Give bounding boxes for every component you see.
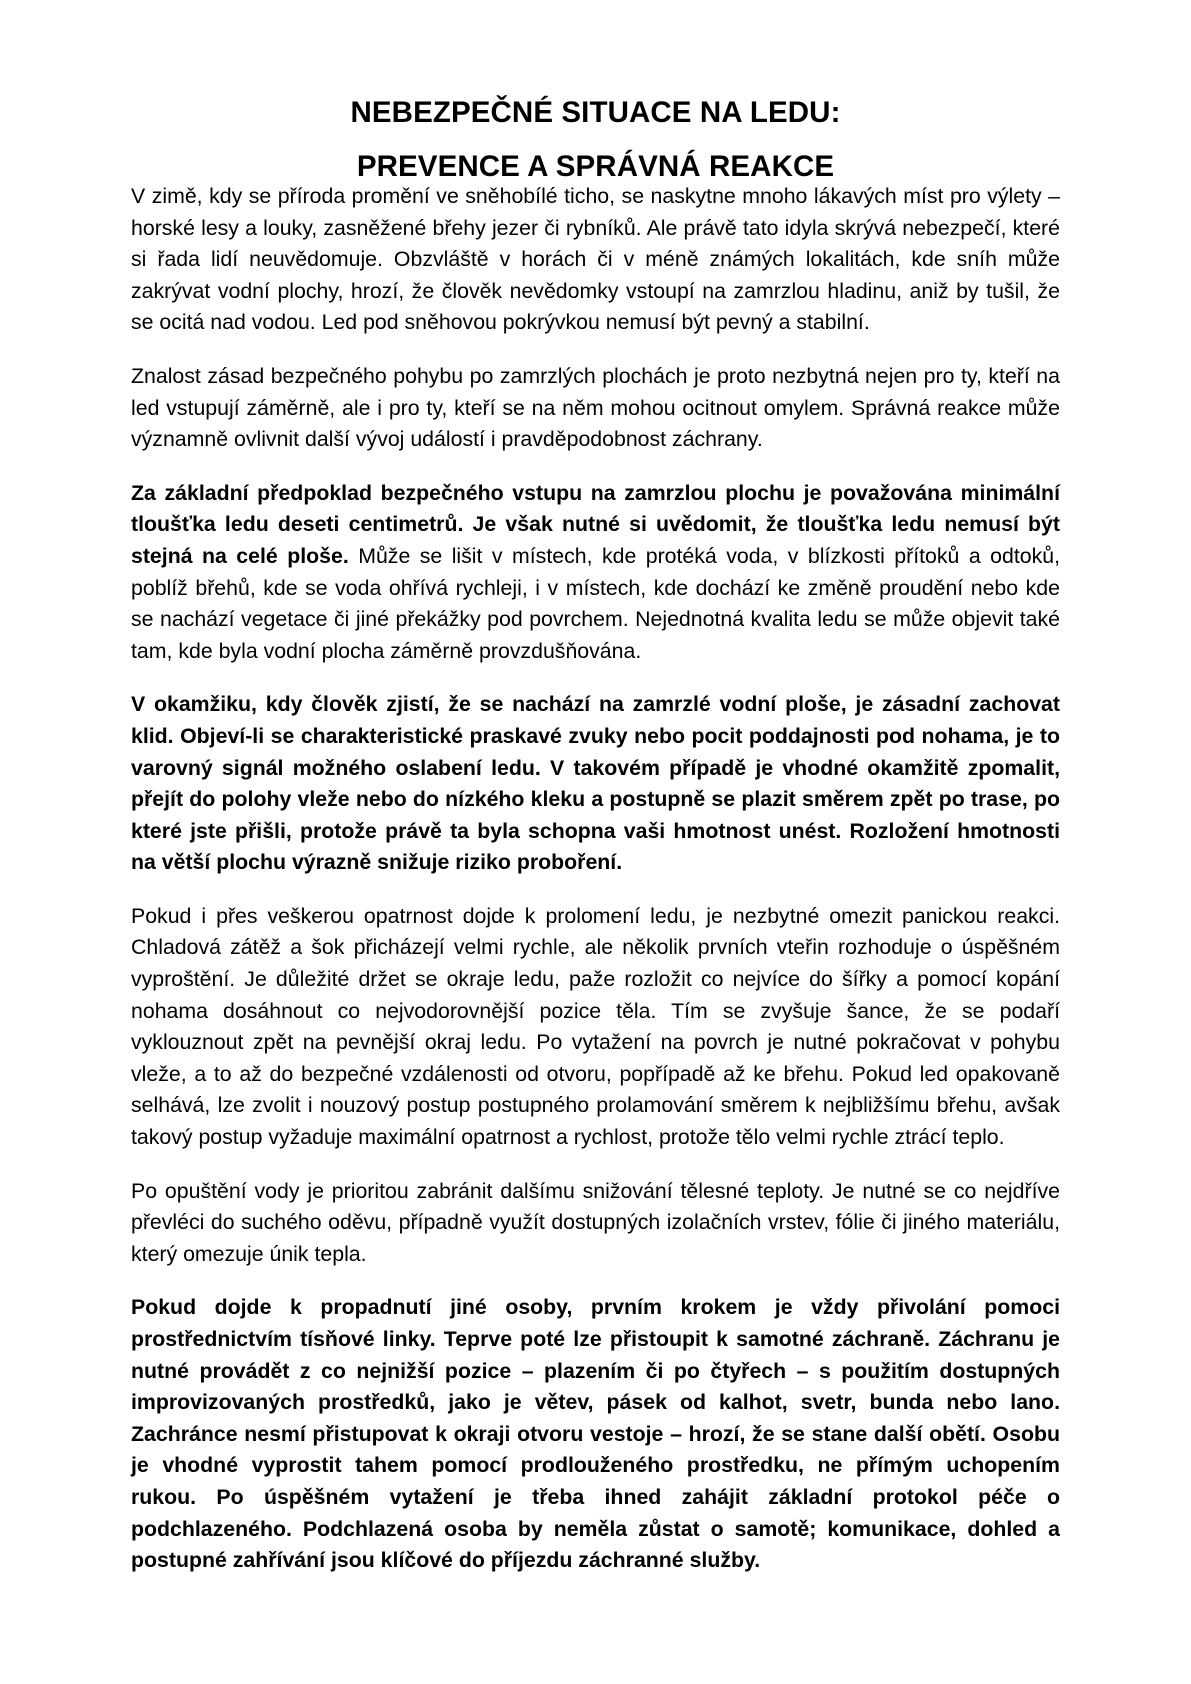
- page-title-line-2: PREVENCE A SPRÁVNÁ REAKCE: [356, 149, 835, 183]
- paragraph-ice-thickness: [131, 478, 1060, 668]
- paragraph-self-rescue: Pokud i přes veškerou opatrnost dojde k prolomení ledu, je nezbytné omezit panickou reakci. Chladová zátěž a šok přicházejí velmi rychle, ale několik prvních vteřin rozhoduje o úspěšném vyproštění. Je důležité držet se okraje ledu, paže rozložit co nejvíce do šířky a pomocí kopání nohama dosáhnout co nejvodorovnější pozice těla. Tím se zvyšuje šance, že se podaří vyklouznout zpět na pevnější okraj ledu. Po vytažení na povrch je nutné pokračovat v pohybu vleže, a to až do bezpečné vzdálenosti od otvoru, popřípadě až ke břehu. Pokud led opakovaně selhává, lze zvolit i nouzový postup postupného prolamování směrem k nejbližšímu břehu, avšak takový postup vyžaduje maximální opatrnost a rychlost, protože tělo velmi rychle ztrácí teplo.: [131, 903, 1060, 1150]
- document-content: [131, 0, 1060, 1577]
- paragraph-ice-thickness-rest: Může se lišit v místech, kde protéká voda, v blízkosti přítoků a odtoků, poblíž břehů, kde se voda ohřívá rychleji, i v místech, kde dochází ke změně proudění nebo kde se nachází vegetace či jiné překážky pod povrchem. Nejednotná kvalita ledu se může objevit také tam, kde byla vodní plocha záměrně provzdušňována.: [131, 543, 1060, 663]
- page-title: [131, 98, 1060, 181]
- paragraph-warning-signs: V okamžiku, kdy člověk zjistí, že se nachází na zamrzlé vodní ploše, je zásadní zachovat klid. Objeví-li se charakteristické praskavé zvuky nebo pocit poddajnosti pod nohama, je to varovný signál možného oslabení ledu. V takovém případě je vhodné okamžitě zpomalit, přejít do polohy vleže nebo do nízkého kleku a postupně se plazit směrem zpět po trase, po které jste přišli, protože právě ta byla schopna vaši hmotnost unést. Rozložení hmotnosti na větší plochu výrazně snižuje riziko proboření.: [131, 692, 1060, 875]
- title-block: [131, 0, 1060, 181]
- paragraph-ice-thickness-bold-lead: Za základní předpoklad bezpečného vstupu na zamrzlou plochu je považována minimální tloušťka ledu deseti centimetrů. Je však nutné si uvědomit, že tloušťka ledu nemusí být stejná na celé ploše.: [131, 480, 1060, 568]
- paragraph-hypothermia-prevention: Po opuštění vody je prioritou zabránit dalšímu snižování tělesné teploty. Je nutné se co nejdříve převléci do suchého oděvu, případně využít dostupných izolačních vrstev, fólie či jiného materiálu, který omezuje únik tepla.: [131, 1178, 1060, 1266]
- paragraph-intro: V zimě, kdy se příroda promění ve sněhobílé ticho, se naskytne mnoho lákavých míst pro výlety – horské lesy a louky, zasněžené břehy jezer či rybníků. Ale právě tato idyla skrývá nebezpečí, které si řada lidí neuvědomuje. Obzvláště v horách či v méně známých lokalitách, kde sníh může zakrývat vodní plochy, hrozí, že člověk nevědomky vstoupí na zamrzlou hladinu, aniž by tušil, že se ocitá nad vodou. Led pod sněhovou pokrývkou nemusí být pevný a stabilní.: [131, 184, 1060, 335]
- paragraph-rescuing-others: Pokud dojde k propadnutí jiné osoby, prvním krokem je vždy přivolání pomoci prostřednictvím tísňové linky. Teprve poté lze přistoupit k samotné záchraně. Záchranu je nutné provádět z co nejnižší pozice – plazením či po čtyřech – s použitím dostupných improvizovaných prostředků, jako je větev, pásek od kalhot, svetr, bunda nebo lano. Zachránce nesmí přistupovat k okraji otvoru vestoje – hrozí, že se stane další obětí. Osobu je vhodné vyprostit tahem pomocí prodlouženého prostředku, ne přímým uchopením rukou. Po úspěšném vytažení je třeba ihned zahájit základní protokol péče o podchlazeného. Podchlazená osoba by neměla zůstat o samotě; komunikace, dohled a postupné zahřívání jsou klíčové do příjezdu záchranné služby.: [131, 1295, 1060, 1573]
- page-title-line-1: NEBEZPEČNÉ SITUACE NA LEDU:: [350, 96, 841, 129]
- paragraph-knowledge: Znalost zásad bezpečného pohybu po zamrzlých plochách je proto nezbytná nejen pro ty, kteří na led vstupují záměrně, ale i pro ty, kteří se na něm mohou ocitnout omylem. Správná reakce může významně ovlivnit další vývoj událostí i pravděpodobnost záchrany.: [131, 363, 1060, 452]
